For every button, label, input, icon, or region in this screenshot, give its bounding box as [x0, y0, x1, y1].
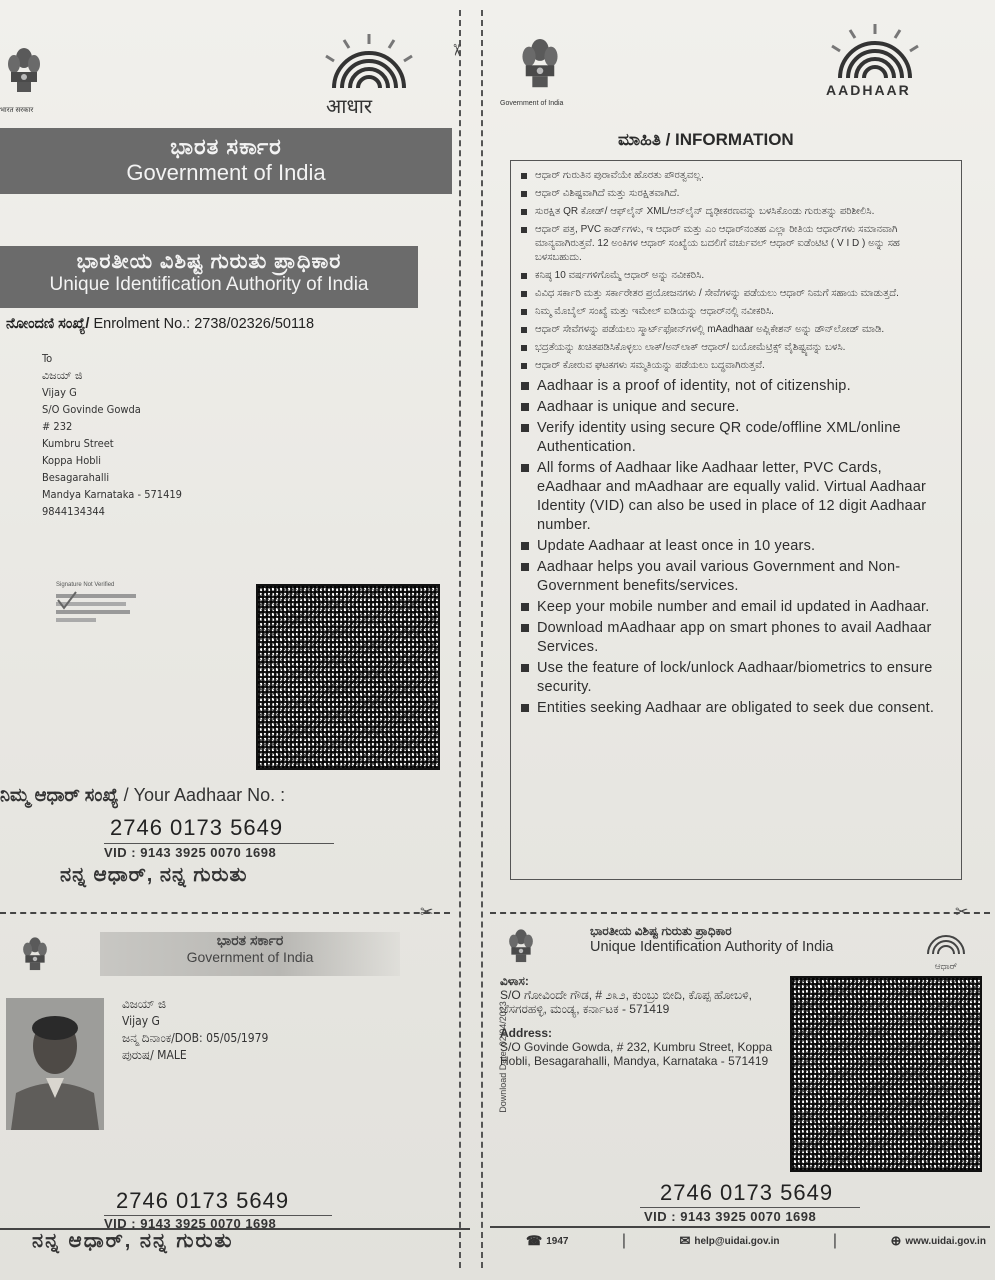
uidai-band-en: Unique Identification Authority of India	[49, 274, 369, 295]
bullet-icon	[521, 664, 529, 672]
address-en: S/O Govinde Gowda, # 232, Kumbru Street, Koppa Hobli, Besagarahalli, Mandya, Karnataka - 571419	[500, 1040, 773, 1068]
info-text: ಭದ್ರತೆಯನ್ನು ಖಚಿತಪಡಿಸಿಕೊಳ್ಳಲು ಲಾಕ್/ಅನ್‌ಲಾಕ್ ಆಧಾರ್/ ಬಯೋಮೆಟ್ರಿಕ್ಸ್ ವೈಶಿಷ್ಟ್ಯವನ್ನು ಬಳಸಿ.	[535, 342, 846, 353]
card-gov-kn: ಭಾರತ ಸರ್ಕಾರ	[216, 932, 284, 948]
uidai-band	[0, 246, 418, 308]
address-line: # 232	[42, 420, 73, 433]
info-text: ಆಧಾರ್ ಕೋರುವ ಘಟಕಗಳು ಸಮ್ಮತಿಯನ್ನು ಪಡೆಯಲು ಬದ್ಧವಾಗಿರುತ್ತವೆ.	[535, 360, 765, 371]
emblem-caption: Government of India	[500, 100, 564, 107]
info-text: ನಿಮ್ಮ ಮೊಬೈಲ್ ಸಂಖ್ಯೆ ಮತ್ತು ಇಮೇಲ್ ಐಡಿಯನ್ನು ಆಧಾರ್‌ನಲ್ಲಿ ನವೀಕರಿಸಿ.	[535, 306, 774, 317]
info-item-kn	[521, 169, 947, 183]
info-title: ಮಾಹಿತಿ / INFORMATION	[618, 130, 794, 149]
card-uidai-header	[590, 924, 833, 955]
bullet-icon	[521, 624, 529, 632]
card-footer	[526, 1232, 986, 1250]
your-aadhaar-label-kn: ನಿಮ್ಮ ಆಧಾರ್ ಸಂಖ್ಯೆ	[0, 785, 119, 805]
info-item-kn	[521, 305, 947, 319]
info-item-kn	[521, 187, 947, 201]
info-item-kn	[521, 341, 947, 355]
bullet-icon	[521, 563, 529, 571]
card-name-en: Vijay G	[122, 1014, 160, 1028]
gov-band	[0, 128, 452, 194]
address-label-kn: ವಿಳಾಸ:	[500, 974, 529, 988]
download-date: Download Date: 02/04/2023	[498, 1001, 508, 1113]
gov-band-kn: ಭಾರತ ಸರ್ಕಾರ	[170, 134, 282, 159]
enrolment-number	[6, 316, 314, 332]
card-back-aadhaar-number: 2746 0173 5649	[660, 1180, 834, 1205]
qr-code	[256, 584, 440, 770]
card-gender: ಪುರುಷ/ MALE	[122, 1048, 187, 1062]
info-item-en	[521, 398, 947, 417]
address-kn: S/O ಗೋವಿಂದೇ ಗೌಡ, # ೨೩೨, ಕುಂಬ್ರು ಬೀದಿ, ಕೊಪ್ಪ ಹೋಬಳಿ, ಬೆಸಗರಹಳ್ಳಿ, ಮಂಡ್ಯ, ಕರ್ನಾಟಕ - 571419	[500, 988, 752, 1016]
horizontal-cut-line	[0, 912, 450, 914]
bullet-icon	[521, 464, 529, 472]
bullet-icon	[521, 403, 529, 411]
horizontal-cut-line	[490, 912, 990, 914]
globe-icon: ⊕	[890, 1233, 902, 1248]
card-gov-en: Government of India	[186, 949, 314, 965]
bullet-icon	[521, 273, 527, 279]
info-item-en	[521, 537, 947, 556]
address-line: Mandya Karnataka - 571419	[42, 488, 182, 501]
card-qr-code	[790, 976, 982, 1172]
info-item-en	[521, 598, 947, 617]
info-item-en	[521, 377, 947, 396]
ashoka-emblem-icon	[20, 930, 50, 976]
address-line: S/O Govinde Gowda	[42, 403, 141, 416]
info-text: Entities seeking Aadhaar are obligated to seek due consent.	[537, 700, 935, 716]
info-item-kn	[521, 223, 947, 265]
info-item-en	[521, 659, 947, 697]
info-item-kn	[521, 205, 947, 219]
info-text: Verify identity using secure QR code/offline XML/online Authentication.	[537, 420, 901, 455]
info-item-en	[521, 619, 947, 657]
address-line: 9844134344	[42, 505, 105, 518]
aadhaar-number-underline	[104, 843, 334, 844]
bullet-icon	[521, 191, 527, 197]
info-item-en	[521, 558, 947, 596]
your-aadhaar-label	[0, 785, 285, 806]
info-text: ಆಧಾರ್ ವಿಶಿಷ್ಟವಾಗಿದೆ ಮತ್ತು ಸುರಕ್ಷಿತವಾಗಿದೆ.	[535, 188, 680, 199]
bullet-icon	[521, 227, 527, 233]
bullet-icon	[521, 382, 529, 390]
info-text: Aadhaar is unique and secure.	[537, 399, 740, 415]
address-line: Besagarahalli	[42, 471, 110, 484]
emblem-caption: भारत सरकार	[0, 107, 34, 114]
info-text: ವಿವಿಧ ಸರ್ಕಾರಿ ಮತ್ತು ಸರ್ಕಾರೇತರ ಪ್ರಯೋಜನಗಳು / ಸೇವೆಗಳನ್ನು ಪಡೆಯಲು ಆಧಾರ್ ನಿಮಗೆ ಸಹಾಯ ಮಾಡುತ್ತದೆ.	[535, 288, 899, 299]
scissors-icon: ✂	[447, 43, 465, 57]
address-line: ವಿಜಯ್ ಜಿ	[42, 369, 83, 382]
bullet-icon	[521, 291, 527, 297]
aadhaar-number: 2746 0173 5649	[110, 815, 284, 840]
card-aadhaar-logo	[920, 926, 972, 971]
bullet-icon	[521, 327, 527, 333]
card-logo-text: ಆಧಾರ್	[934, 961, 958, 971]
card-gov-band	[100, 932, 400, 976]
uidai-band-kn: ಭಾರತೀಯ ವಿಶಿಷ್ಟ ಗುರುತು ಪ್ರಾಧಿಕಾರ	[76, 250, 342, 273]
info-text: Aadhaar helps you avail various Government and Non- Government benefits/services.	[537, 559, 901, 594]
info-text: Download mAadhaar app on smart phones to avail Aadhaar Services.	[537, 620, 932, 655]
gov-band-en: Government of India	[126, 160, 326, 185]
card-uidai-kn: ಭಾರತೀಯ ವಿಶಿಷ್ಟ ಗುರುತು ಪ್ರಾಧಿಕಾರ	[590, 924, 732, 938]
information-box	[510, 160, 962, 880]
card-tagline: ನನ್ನ ಆಧಾರ್, ನನ್ನ ಗುರುತು	[32, 1230, 234, 1252]
vertical-cut-line	[459, 10, 461, 1268]
holder-photo	[6, 998, 104, 1130]
info-text: Use the feature of lock/unlock Aadhaar/biometrics to ensure security.	[537, 660, 933, 695]
recipient-address	[42, 350, 182, 520]
aadhaar-logo-text: AADHAAR	[826, 82, 911, 98]
bullet-icon	[521, 209, 527, 215]
scissors-icon: ✂	[420, 904, 434, 921]
bullet-icon	[521, 603, 529, 611]
bullet-icon	[521, 345, 527, 351]
ashoka-emblem-icon	[518, 28, 562, 96]
card-name-kn: ವಿಜಯ್ ಜಿ	[122, 997, 167, 1011]
ashoka-emblem-icon	[4, 38, 44, 100]
bullet-icon	[521, 424, 529, 432]
bullet-icon	[521, 704, 529, 712]
info-text: ಕನಿಷ್ಠ 10 ವರ್ಷಗಳಿಗೊಮ್ಮೆ ಆಧಾರ್ ಅನ್ನು ನವೀಕರಿಸಿ.	[535, 270, 705, 281]
card-vid-number: VID : 9143 3925 0070 1698	[104, 1216, 277, 1231]
vid-number: VID : 9143 3925 0070 1698	[104, 845, 277, 860]
signature-stamp	[56, 582, 148, 632]
tagline: ನನ್ನ ಆಧಾರ್, ನನ್ನ ಗುರುತು	[60, 864, 248, 886]
vertical-cut-line	[481, 10, 483, 1268]
address-line: Vijay G	[42, 386, 77, 399]
info-text: Update Aadhaar at least once in 10 years.	[537, 538, 816, 554]
card-address	[500, 974, 775, 1068]
scissors-icon: ✂	[955, 904, 969, 921]
card-uidai-en: Unique Identification Authority of India	[590, 939, 834, 955]
info-item-kn	[521, 323, 947, 337]
mail-icon: ✉	[679, 1233, 691, 1248]
card-back-bottom-rule	[490, 1226, 990, 1228]
info-text: Keep your mobile number and email id updated in Aadhaar.	[537, 599, 930, 615]
ashoka-emblem-icon	[506, 922, 536, 968]
enrolment-label-kn: ನೋಂದಣಿ ಸಂಖ್ಯೆ/	[6, 316, 90, 332]
bullet-icon	[521, 542, 529, 550]
card-back-number-underline	[640, 1207, 860, 1208]
info-text: All forms of Aadhaar like Aadhaar letter, PVC Cards, eAadhaar and mAadhaar are equally valid. Virtual Aadhaar Identity (VID) can also be used in place of 12 digit Aadhaar number.	[537, 460, 927, 533]
card-holder-details	[122, 996, 268, 1064]
card-aadhaar-number: 2746 0173 5649	[116, 1188, 290, 1213]
your-aadhaar-label-en: / Your Aadhaar No. :	[123, 785, 286, 805]
footer-phone	[526, 1233, 568, 1249]
address-line: To	[42, 352, 53, 365]
bullet-icon	[521, 173, 527, 179]
bullet-icon	[521, 309, 527, 315]
info-item-kn	[521, 269, 947, 283]
address-line: Koppa Hobli	[42, 454, 102, 467]
bullet-icon	[521, 363, 527, 369]
info-text: ಆಧಾರ್ ಗುರುತಿನ ಪುರಾವೆಯೇ ಹೊರತು ಪೌರತ್ವವಲ್ಲ.	[535, 170, 704, 181]
info-text: ಆಧಾರ್ ಪತ್ರ, PVC ಕಾರ್ಡ್‌ಗಳು, ಇ ಆಧಾರ್ ಮತ್ತು ಎಂ ಆಧಾರ್‌ನಂತಹ ಎಲ್ಲಾ ರೀತಿಯ ಆಧಾರ್‌ಗಳು ಸಮಾನವಾಗಿ ಮಾನ್ಯವಾಗಿರುತ್ತವೆ. 12 ಅಂಕಿಗಳ ಆಧಾರ್ ಸಂಖ್ಯೆಯ ಬದಲಿಗೆ ವರ್ಚುವಲ್ ಆಧಾರ್ ಐಡೆಂಟಿಟಿ ( V I D ) ಅನ್ನು ಸಹ ಬಳಸಬಹುದು.	[535, 224, 900, 263]
footer-separator: |	[832, 1232, 838, 1249]
footer-web-text: www.uidai.gov.in	[905, 1235, 986, 1247]
address-line: Kumbru Street	[42, 437, 114, 450]
info-item-en	[521, 699, 947, 718]
enrolment-value: Enrolment No.: 2738/02326/50118	[93, 316, 315, 332]
info-text: ಆಧಾರ್ ಸೇವೆಗಳನ್ನು ಪಡೆಯಲು ಸ್ಮಾರ್ಟ್‌ಫೋನ್‌ಗಳಲ್ಲಿ mAadhaar ಅಪ್ಲಿಕೇಶನ್ ಅನ್ನು ಡೌನ್‌ಲೋಡ್ ಮಾಡಿ.	[535, 324, 885, 335]
footer-web	[890, 1233, 985, 1249]
footer-email-text: help@uidai.gov.in	[694, 1235, 780, 1247]
card-back-vid-number: VID : 9143 3925 0070 1698	[644, 1209, 817, 1224]
aadhaar-logo-text: आधार	[326, 94, 373, 118]
signature-check-icon	[56, 588, 148, 628]
footer-separator: |	[621, 1232, 627, 1249]
info-item-kn	[521, 359, 947, 373]
phone-icon: ☎	[526, 1233, 543, 1248]
info-item-en	[521, 459, 947, 535]
card-dob: ಜನ್ಮ ದಿನಾಂಕ/DOB: 05/05/1979	[122, 1031, 269, 1045]
info-text: ಸುರಕ್ಷಿತ QR ಕೋಡ್/ ಆಫ್‌ಲೈನ್ XML/ಆನ್‌ಲೈನ್ ದೃಢೀಕರಣವನ್ನು ಬಳಸಿಕೊಂಡು ಗುರುತನ್ನು ಪರಿಶೀಲಿಸಿ.	[535, 206, 875, 217]
footer-phone-text: 1947	[546, 1235, 569, 1247]
footer-email	[679, 1233, 779, 1249]
aadhaar-fingerprint-icon	[920, 926, 972, 956]
info-text: Aadhaar is a proof of identity, not of citizenship.	[537, 378, 851, 394]
info-item-kn	[521, 287, 947, 301]
signature-text: Signature Not Verified	[56, 582, 115, 588]
address-label-en: Address:	[500, 1026, 553, 1040]
info-item-en	[521, 419, 947, 457]
person-photo-icon	[6, 998, 104, 1130]
